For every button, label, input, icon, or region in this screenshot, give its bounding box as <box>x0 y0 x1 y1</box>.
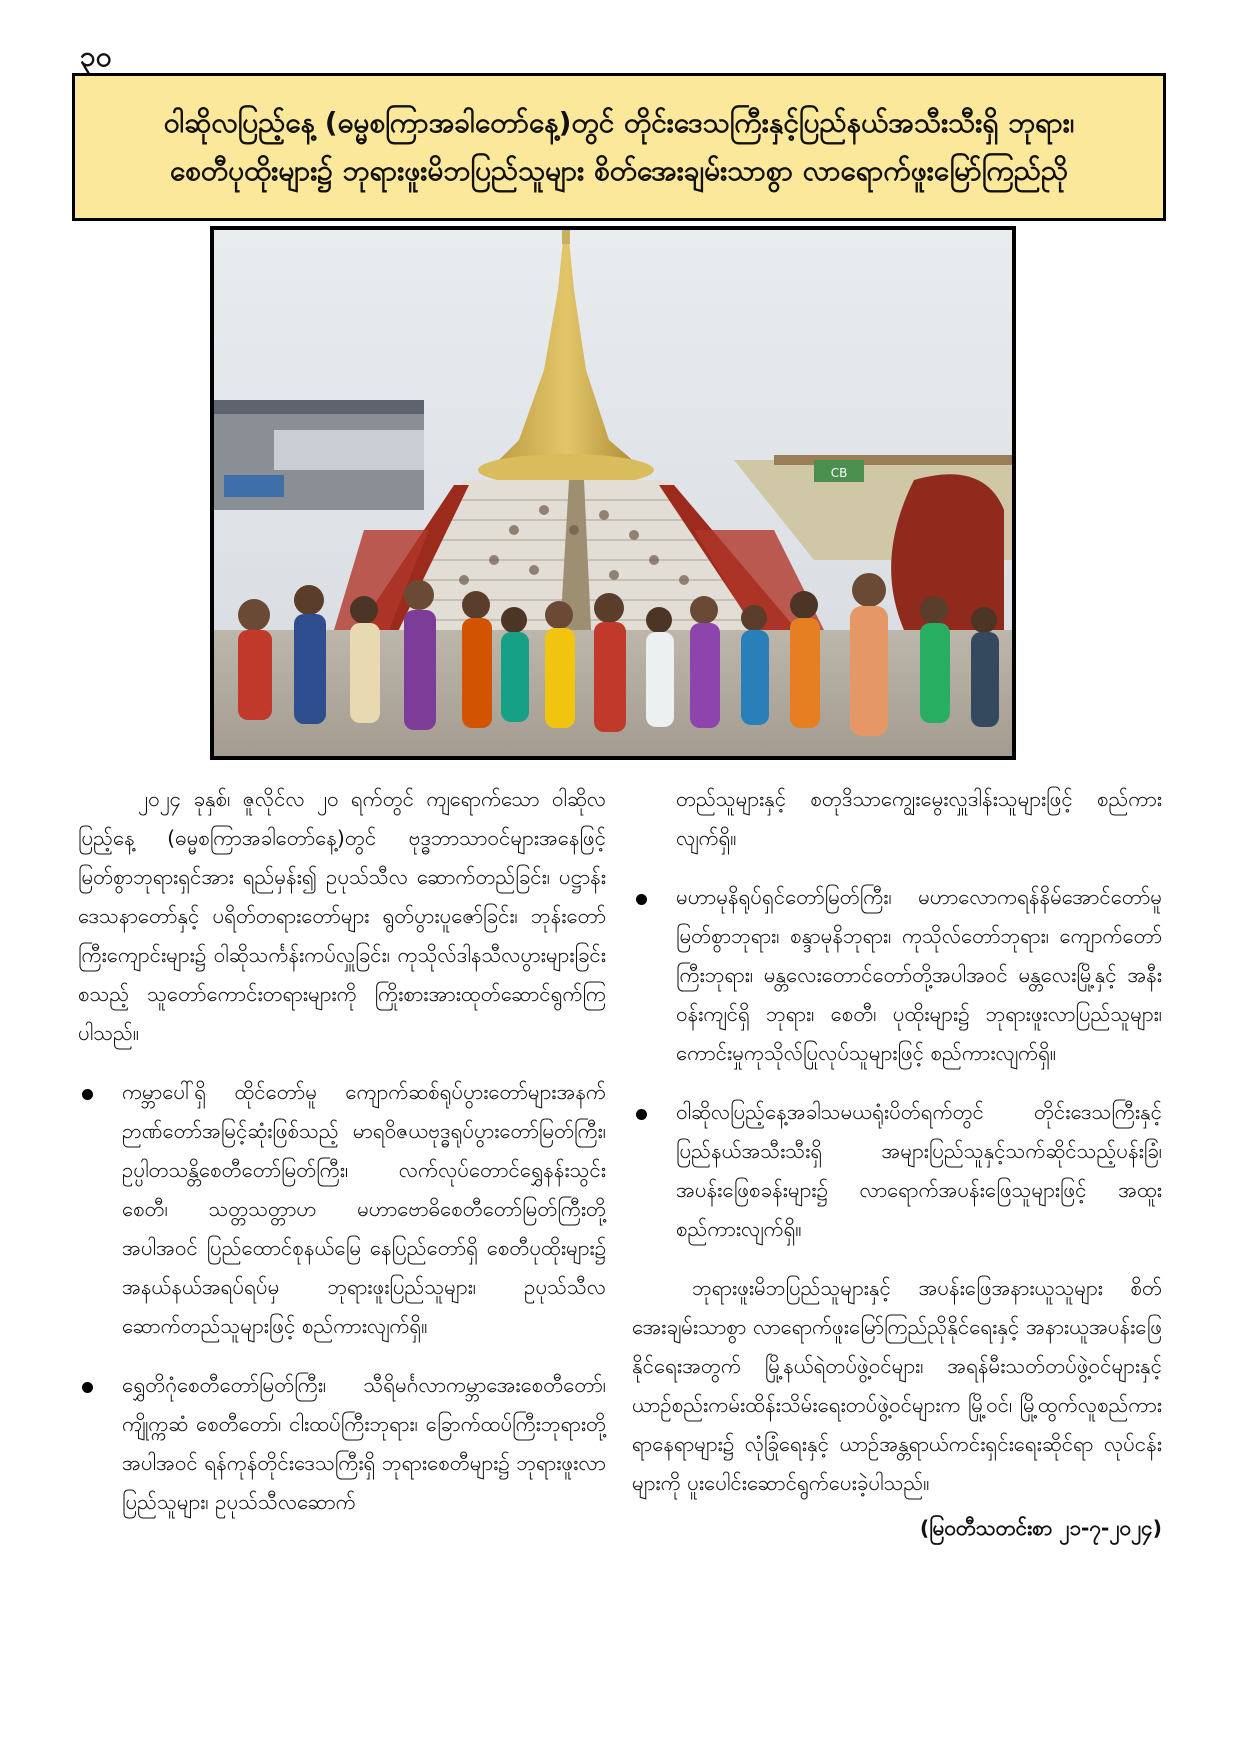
list-item <box>632 1093 1162 1249</box>
list-item-text: ဝါဆိုလပြည့်နေ့အခါသမယရုံးပိတ်ရက်တွင် တိုင်းဒေသကြီးနှင့် ပြည်နယ်အသီးသီးရှိ အများပြည်သူနှင့်သက်ဆိုင်သည့်ပန်းခြံ၊ အပန်းဖြေစခန်းများ၌ လာရောက်အပန်းဖြေသူများဖြင့် အထူးစည်ကားလျက်ရှိ။ <box>676 1100 1162 1241</box>
list-item-text: မဟာမုနိရုပ်ရှင်တော်မြတ်ကြီး၊ မဟာလောကရန်နိမ်အောင်တော်မူမြတ်စွာဘုရား၊ စန္ဒာမုနိဘုရား၊ ကုသိုလ်တော်ဘုရား၊ ကျောက်တော်ကြီးဘုရား၊ မန္တလေးတောင်တော်တို့အပါအဝင် မန္တလေးမြို့နှင့် အနီးဝန်းကျင်ရှိ ဘုရား၊ စေတီ၊ ပုထိုးများ၌ ဘုရားဖူးလာပြည်သူများ၊ ကောင်းမှုကုသိုလ်ပြုလုပ်သူများဖြင့် စည်ကားလျက်ရှိ။ <box>676 885 1162 1065</box>
stall-sign: CB <box>830 466 848 480</box>
pagoda-photo <box>210 226 1016 760</box>
source-citation: (မြဝတီသတင်းစာ ၂၁-၇-၂၀၂၄) <box>919 1516 1162 1540</box>
right-column <box>632 780 1162 1548</box>
bullet-icon <box>636 1109 647 1120</box>
intro-paragraph: ၂၀၂၄ ခုနှစ်၊ ဇူလိုင်လ ၂၀ ရက်တွင် ကျရောက်သော ဝါဆိုလပြည့်နေ့ (ဓမ္မစကြာအခါတော်နေ့)တွင် ဗုဒ္ဓဘာသာဝင်များအနေဖြင့် မြတ်စွာဘုရားရှင်အား ရည်မှန်း၍ ဥပုသ်သီလ ဆောက်တည်ခြင်း၊ ပဋ္ဌာန်းဒေသနာတော်နှင့် ပရိတ်တရားတော်များ ရွတ်ပွားပူဇော်ခြင်း၊ ဘုန်းတော်ကြီးကျောင်းများ၌ ဝါဆိုသင်္ကန်းကပ်လှူခြင်း၊ ကုသိုလ်ဒါနသီလပွားများခြင်း စသည့် သူတော်ကောင်းတရားများကို ကြိုးစားအားထုတ်ဆောင်ရွက်ကြပါသည်။ <box>78 787 606 1045</box>
list-item <box>78 1073 606 1346</box>
bullet-icon <box>636 894 647 905</box>
headline-line-2: စေတီပုထိုးများ၌ ဘုရားဖူးမိဘပြည်သူများ စိတ်အေးချမ်းသာစွာ လာရောက်ဖူးမြော်ကြည်ညို <box>169 154 1069 187</box>
left-column <box>78 780 606 1542</box>
bullet-icon <box>82 1382 93 1393</box>
headline-box <box>72 73 1166 221</box>
closing-paragraph: ဘုရားဖူးမိဘပြည်သူများနှင့် အပန်းဖြေအနားယူသူများ စိတ်အေးချမ်းသာစွာ လာရောက်ဖူးမြော်ကြည်ညိုနိုင်ရေးနှင့် အနားယူအပန်းဖြေနိုင်ရေးအတွက် မြို့နယ်ရဲတပ်ဖွဲ့ဝင်များ၊ အရန်မီးသတ်တပ်ဖွဲ့ဝင်များနှင့် ယာဉ်စည်းကမ်းထိန်းသိမ်းရေးတပ်ဖွဲ့ဝင်များက မြို့ဝင်၊ မြို့ထွက်လူစည်ကားရာနေရာများ၌ လုံခြုံရေးနှင့် ယာဉ်အန္တရာယ်ကင်းရှင်းရေးဆိုင်ရာ လုပ်ငန်းများကို ပူးပေါင်းဆောင်ရွက်ပေးခဲ့ပါသည်။ <box>632 1276 1162 1495</box>
list-item-text: ကမ္ဘာပေါ်ရှိ ထိုင်တော်မူ ကျောက်ဆစ်ရုပ်ပွားတော်များအနက် ဉာဏ်တော်အမြင့်ဆုံးဖြစ်သည့် မာရဝိဇယဗုဒ္ဓရုပ်ပွားတော်မြတ်ကြီး၊ ဥပ္ပါတသန္တိစေတီတော်မြတ်ကြီး၊ လက်လုပ်တောင်ရွှေနန်းသွင်းစေတီ၊ သတ္တသတ္တာဟ မဟာဗောဓိစေတီတော်မြတ်ကြီးတို့အပါအဝင် ပြည်ထောင်စုနယ်မြေ နေပြည်တော်ရှိ စေတီပုထိုးများ၌ အနယ်နယ်အရပ်ရပ်မှ ဘုရားဖူးပြည်သူများ၊ ဥပုသ်သီလဆောက်တည်သူများဖြင့် စည်ကားလျက်ရှိ။ <box>122 1080 606 1338</box>
continued-paragraph: တည်သူများနှင့် စတုဒိသာကျွေးမွေးလှူဒါန်းသူများဖြင့် စည်ကားလျက်ရှိ။ <box>676 787 1162 850</box>
pagoda-photo-illustration <box>214 230 1012 756</box>
list-item-text: ရွှေတိဂုံစေတီတော်မြတ်ကြီး၊ သီရိမင်္ဂလာကမ္ဘာအေးစေတီတော်၊ ကျိုက္ကဆံ စေတီတော်၊ ငါးထပ်ကြီးဘုရား၊ ခြောက်ထပ်ကြီးဘုရားတို့အပါအဝင် ရန်ကုန်တိုင်းဒေသကြီးရှိ ဘုရားစေတီများ၌ ဘုရားဖူးလာပြည်သူများ၊ ဥပုသ်သီလဆောက် <box>122 1373 606 1514</box>
bullet-icon <box>82 1089 93 1100</box>
list-item <box>78 1366 606 1522</box>
page-number: ၃၀ <box>80 40 112 73</box>
headline-line-1: ဝါဆိုလပြည့်နေ့ (ဓမ္မစကြာအခါတော်နေ့)တွင် တိုင်းဒေသကြီးနှင့်ပြည်နယ်အသီးသီးရှိ ဘုရား၊ <box>163 106 1075 139</box>
headline <box>164 99 1075 195</box>
list-item <box>632 878 1162 1073</box>
